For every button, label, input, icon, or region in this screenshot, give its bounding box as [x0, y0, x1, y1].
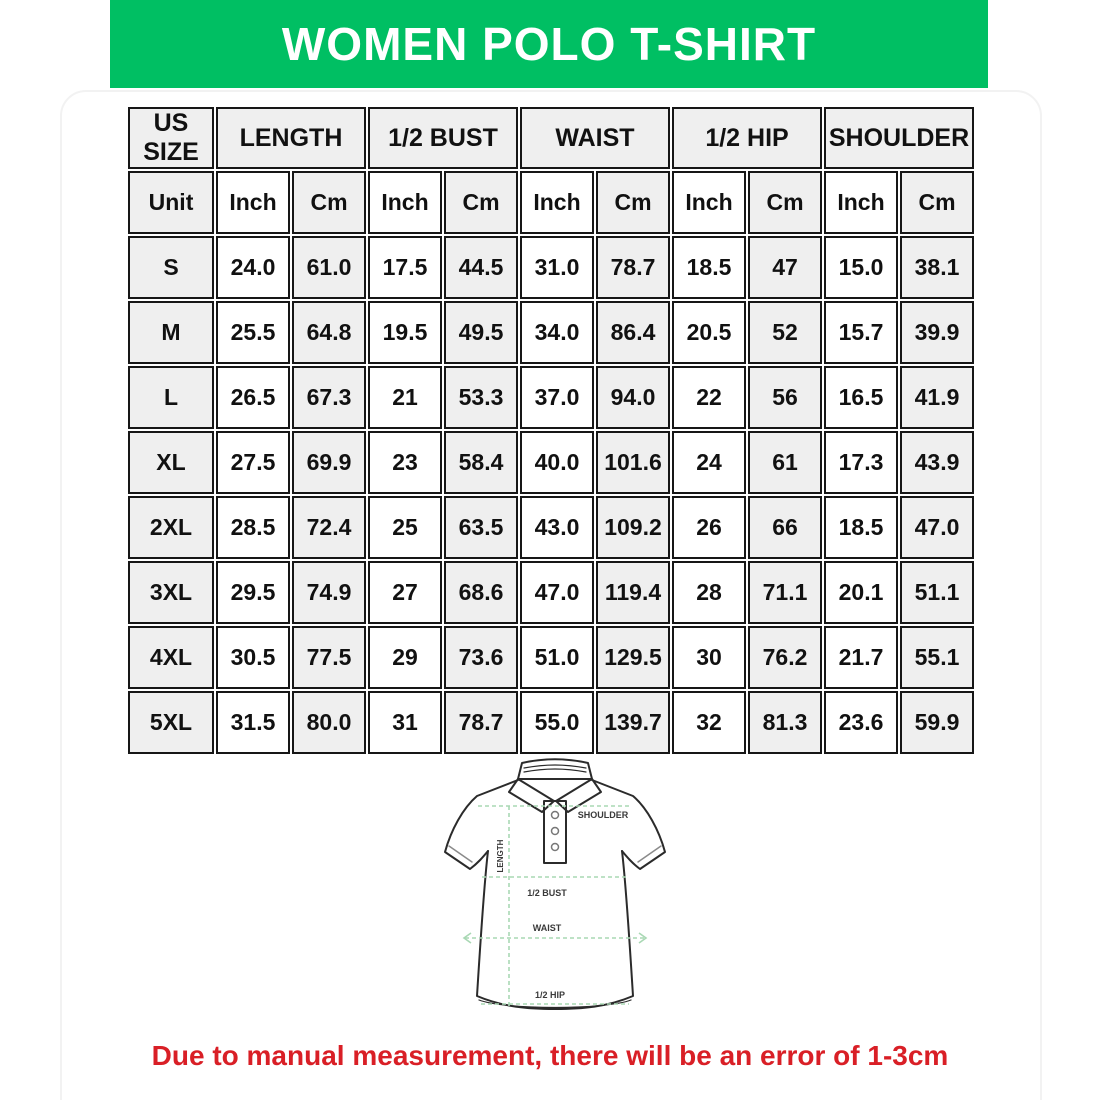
- value-cell: 17.3: [824, 431, 898, 494]
- value-cell: 20.5: [672, 301, 746, 364]
- value-cell: 31.5: [216, 691, 290, 754]
- button-placket: [544, 801, 566, 863]
- unit-cell: Inch: [520, 171, 594, 234]
- value-cell: 55.1: [900, 626, 974, 689]
- page-title: WOMEN POLO T-SHIRT: [281, 18, 817, 70]
- column-group-header: WAIST: [520, 107, 670, 169]
- value-cell: 78.7: [444, 691, 518, 754]
- value-cell: 31: [368, 691, 442, 754]
- table-row: [128, 431, 974, 494]
- polo-shirt-diagram: [425, 756, 695, 1048]
- value-cell: 53.3: [444, 366, 518, 429]
- collar-band-line1: [524, 765, 586, 768]
- unit-cell: Cm: [292, 171, 366, 234]
- column-group-header: 1/2 HIP: [672, 107, 822, 169]
- value-cell: 80.0: [292, 691, 366, 754]
- unit-cell: Inch: [824, 171, 898, 234]
- value-cell: 68.6: [444, 561, 518, 624]
- value-cell: 26.5: [216, 366, 290, 429]
- value-cell: 49.5: [444, 301, 518, 364]
- value-cell: 37.0: [520, 366, 594, 429]
- value-cell: 28: [672, 561, 746, 624]
- table-row: [128, 496, 974, 559]
- value-cell: 31.0: [520, 236, 594, 299]
- collar-band-line2: [524, 769, 586, 772]
- value-cell: 72.4: [292, 496, 366, 559]
- table-row: [128, 236, 974, 299]
- value-cell: 43.0: [520, 496, 594, 559]
- value-cell: 34.0: [520, 301, 594, 364]
- value-cell: 25.5: [216, 301, 290, 364]
- unit-cell: Cm: [748, 171, 822, 234]
- size-cell: XL: [128, 431, 214, 494]
- column-group-header: US SIZE: [128, 107, 214, 169]
- value-cell: 28.5: [216, 496, 290, 559]
- table-row: [128, 366, 974, 429]
- value-cell: 59.9: [900, 691, 974, 754]
- value-cell: 41.9: [900, 366, 974, 429]
- value-cell: 74.9: [292, 561, 366, 624]
- value-cell: 19.5: [368, 301, 442, 364]
- value-cell: 61.0: [292, 236, 366, 299]
- value-cell: 16.5: [824, 366, 898, 429]
- value-cell: 56: [748, 366, 822, 429]
- value-cell: 29.5: [216, 561, 290, 624]
- unit-header: Unit: [128, 171, 214, 234]
- value-cell: 86.4: [596, 301, 670, 364]
- value-cell: 73.6: [444, 626, 518, 689]
- value-cell: 101.6: [596, 431, 670, 494]
- value-cell: 22: [672, 366, 746, 429]
- value-cell: 18.5: [824, 496, 898, 559]
- value-cell: 27.5: [216, 431, 290, 494]
- value-cell: 81.3: [748, 691, 822, 754]
- value-cell: 78.7: [596, 236, 670, 299]
- waist-label: WAIST: [532, 923, 562, 933]
- column-group-header: 1/2 BUST: [368, 107, 518, 169]
- value-cell: 94.0: [596, 366, 670, 429]
- value-cell: 129.5: [596, 626, 670, 689]
- unit-cell: Cm: [596, 171, 670, 234]
- value-cell: 32: [672, 691, 746, 754]
- value-cell: 139.7: [596, 691, 670, 754]
- value-cell: 61: [748, 431, 822, 494]
- value-cell: 58.4: [444, 431, 518, 494]
- value-cell: 30: [672, 626, 746, 689]
- value-cell: 71.1: [748, 561, 822, 624]
- right-sleeve: [592, 780, 665, 869]
- value-cell: 47.0: [900, 496, 974, 559]
- value-cell: 47: [748, 236, 822, 299]
- table-row: [128, 691, 974, 754]
- value-cell: 63.5: [444, 496, 518, 559]
- value-cell: 67.3: [292, 366, 366, 429]
- value-cell: 51.0: [520, 626, 594, 689]
- value-cell: 109.2: [596, 496, 670, 559]
- value-cell: 69.9: [292, 431, 366, 494]
- bust-label: 1/2 BUST: [527, 888, 567, 898]
- left-cuff-seam: [449, 846, 472, 862]
- column-group-header: LENGTH: [216, 107, 366, 169]
- value-cell: 29: [368, 626, 442, 689]
- value-cell: 23: [368, 431, 442, 494]
- size-cell: S: [128, 236, 214, 299]
- value-cell: 17.5: [368, 236, 442, 299]
- value-cell: 77.5: [292, 626, 366, 689]
- value-cell: 44.5: [444, 236, 518, 299]
- value-cell: 20.1: [824, 561, 898, 624]
- measurement-error-note: Due to manual measurement, there will be an error of 1-3cm: [151, 1040, 949, 1071]
- unit-cell: Inch: [368, 171, 442, 234]
- value-cell: 38.1: [900, 236, 974, 299]
- table-row: [128, 561, 974, 624]
- value-cell: 66: [748, 496, 822, 559]
- right-cuff-seam: [638, 846, 661, 862]
- value-cell: 47.0: [520, 561, 594, 624]
- value-cell: 24: [672, 431, 746, 494]
- unit-cell: Inch: [672, 171, 746, 234]
- button-3: [552, 844, 559, 851]
- value-cell: 30.5: [216, 626, 290, 689]
- size-table: [126, 105, 976, 756]
- value-cell: 27: [368, 561, 442, 624]
- value-cell: 51.1: [900, 561, 974, 624]
- value-cell: 43.9: [900, 431, 974, 494]
- shoulder-label: SHOULDER: [577, 810, 629, 820]
- value-cell: 15.7: [824, 301, 898, 364]
- value-cell: 26: [672, 496, 746, 559]
- size-cell: 3XL: [128, 561, 214, 624]
- table-row: [128, 626, 974, 689]
- table-row: [128, 301, 974, 364]
- value-cell: 24.0: [216, 236, 290, 299]
- value-cell: 40.0: [520, 431, 594, 494]
- size-cell: 2XL: [128, 496, 214, 559]
- button-1: [552, 812, 559, 819]
- value-cell: 52: [748, 301, 822, 364]
- unit-cell: Inch: [216, 171, 290, 234]
- value-cell: 39.9: [900, 301, 974, 364]
- value-cell: 55.0: [520, 691, 594, 754]
- unit-cell: Cm: [444, 171, 518, 234]
- size-cell: M: [128, 301, 214, 364]
- collar-left-wing: [509, 779, 554, 812]
- value-cell: 21: [368, 366, 442, 429]
- hip-label: 1/2 HIP: [534, 990, 566, 1000]
- button-2: [552, 828, 559, 835]
- column-group-header: SHOULDER: [824, 107, 974, 169]
- value-cell: 119.4: [596, 561, 670, 624]
- value-cell: 21.7: [824, 626, 898, 689]
- size-cell: 4XL: [128, 626, 214, 689]
- value-cell: 18.5: [672, 236, 746, 299]
- size-cell: L: [128, 366, 214, 429]
- unit-cell: Cm: [900, 171, 974, 234]
- value-cell: 23.6: [824, 691, 898, 754]
- collar-right-wing: [556, 779, 601, 812]
- value-cell: 76.2: [748, 626, 822, 689]
- size-cell: 5XL: [128, 691, 214, 754]
- value-cell: 25: [368, 496, 442, 559]
- value-cell: 15.0: [824, 236, 898, 299]
- value-cell: 64.8: [292, 301, 366, 364]
- left-sleeve: [445, 780, 518, 869]
- title-banner: [110, 0, 988, 88]
- length-label: LENGTH: [496, 839, 505, 873]
